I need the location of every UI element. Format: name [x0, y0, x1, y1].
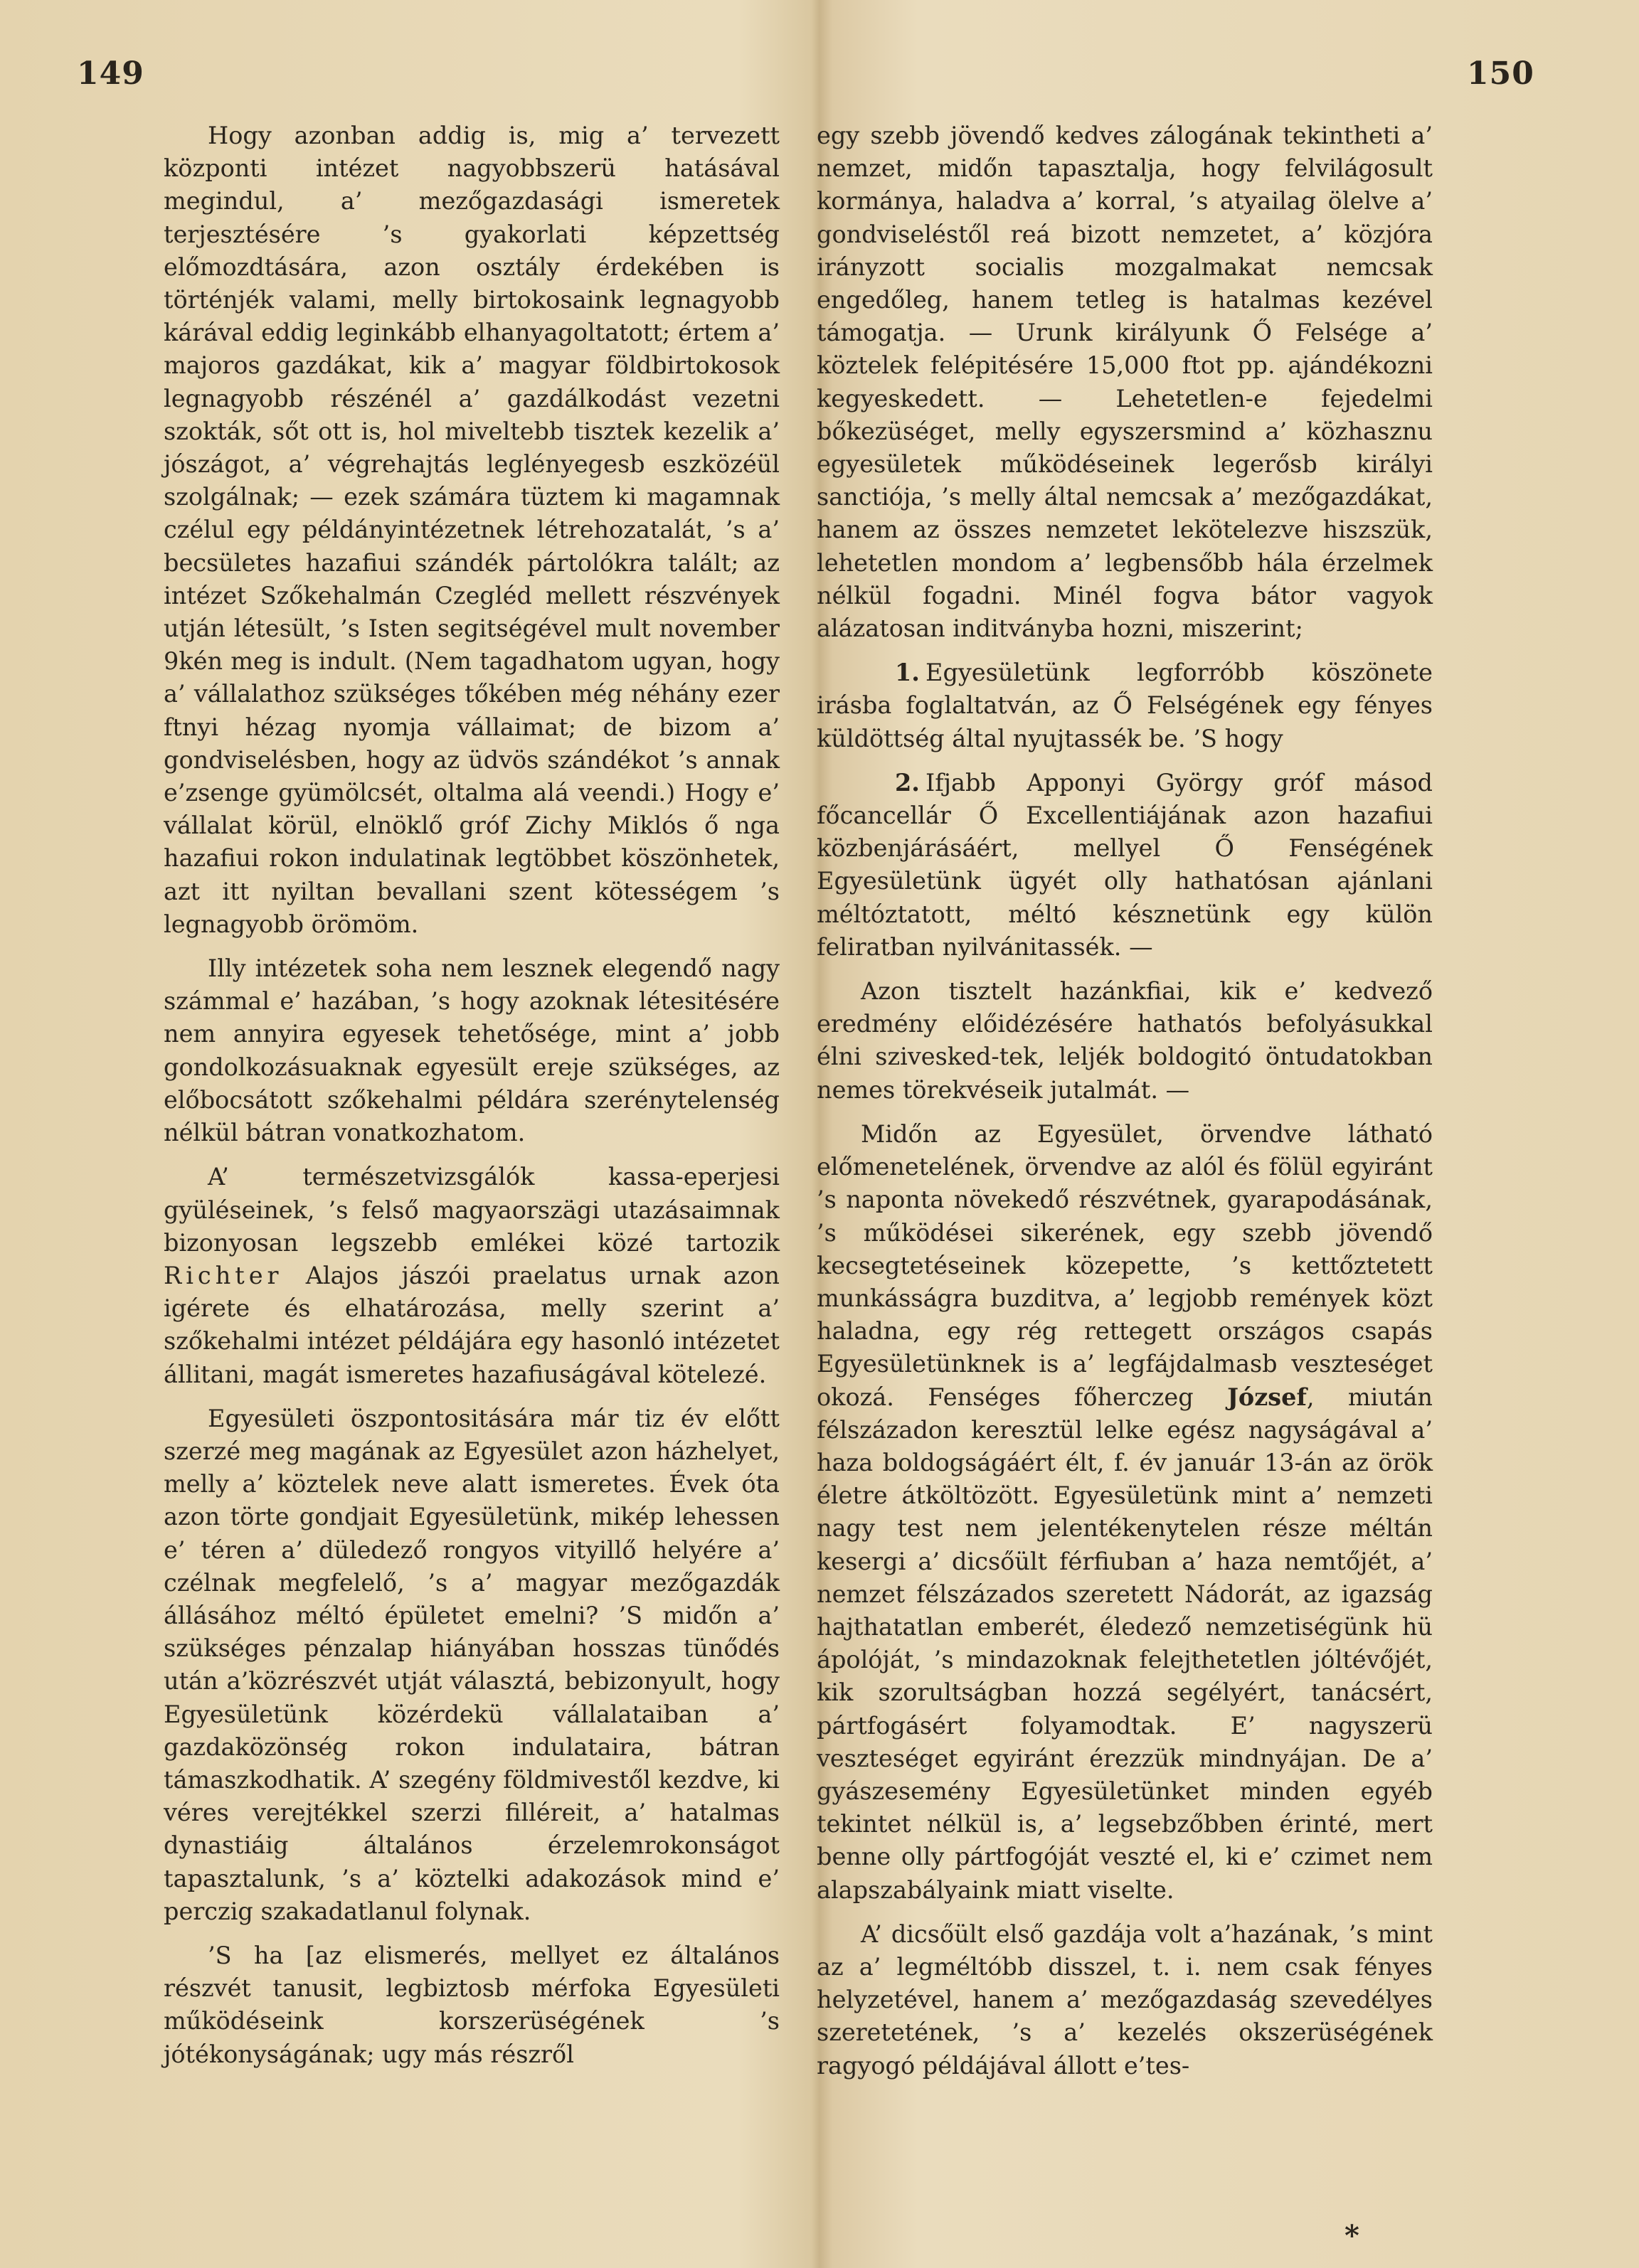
- paragraph: A’ dicsőült első gazdája volt a’hazának, ’s mint az a’ legméltóbb disszel, t. i. nem csak fényes helyzetével, hanem a’ mezőgazdaság szevedélyes szeretetének, ’s a’ kezelés okszerüségének ragyogó példájával állott e’tes-: [817, 1920, 1433, 2080]
- bold-name: József: [1227, 1383, 1307, 1411]
- paragraph-text: , miután félszázadon keresztül lelke egész nagyságával a’ haza boldogságáért élt, f. év január 13-án az örök életre átköltözött. Egyesületünk mint a’ nemzeti nagy test nem jelentékenytelen része méltán kesergi a’ dicsőült férfiuban a’ haza nemtőjét, a’ nemzet félszázados szeretett Nádorát, az igazság hajthatatlan emberét, éledező nemzetiségünk hü ápolóját, ’s mindazoknak felejthetetlen jóltévőjét, kik szorultságban hozzá segélyért, tanácsért, pártfogásért folyamodtak. E’ nagyszerü veszteséget egyiránt érezzük mindnyájan. De a’ gyászesemény Egyesületünket minden egyéb tekintet nélkül is, a’ legsebzőbben érinté, mert benne olly pártfogóját veszté el, ki e’ czimet nem alapszabályaink miatt viselte.: [817, 1383, 1433, 1904]
- item-number: 2.: [895, 768, 920, 797]
- item-text: Ifjabb Apponyi György gróf másod főcancellár Ő Excellentiájának azon hazafiui közbenjárásáért, mellyel Ő Fenségének Egyesületünk ügyét olly hathatósan ajánlani méltóztatott, méltó késznetünk egy külön feliratban nyilvánitassék. —: [817, 768, 1433, 961]
- paragraph: Hogy azonban addig is, mig a’ tervezett központi intézet nagyobbszerü hatásával megindul, a’ mezőgazdasági ismeretek terjesztésére ’s gyakorlati képzettség előmozdtására, azon osztály érdekében is történjék valami, melly birtokosaink legnagyobb kárával eddig leginkább elhanyagoltatott; értem a’ majoros gazdákat, kik a’ magyar földbirtokosok legnagyobb részénél a’ gazdálkodást vezetni szokták, sőt ott is, hol miveltebb tisztek kezelik a’ jószágot, a’ végrehajtás leglényegesb eszközéül szolgálnak; — ezek számára tüztem ki magamnak czélul egy példányintézetnek létrehozatalát, ’s a’ becsületes hazafiui szándék pártolókra talált; az intézet Szőkehalmán Czegléd mellett részvények utján létesült, ’s Isten segitségével mult november 9kén meg is indult. (Nem tagadhatom ugyan, hogy a’ vállalathoz szükséges tőkében még néhány ezer ftnyi hézag nyomja vállaimat; de bizom a’ gondviselésben, hogy az üdvös szándékot ’s annak e’zsenge gyümölcsét, oltalma alá veendi.) Hogy e’ vállalat körül, elnöklő gróf Zichy Miklós ő nga hazafiui rokon indulatinak legtöbbet köszönhetek, azt itt nyiltan bevallani szent kötességem ’s legnagyobb örömöm.: [164, 122, 780, 938]
- spaced-name: Richter: [164, 1261, 283, 1289]
- paragraph-text: A’ természetvizsgálók kassa-eperjesi gyüléseinek, ’s felső magyaorszägi utazásaimnak bizonyosan legszebb emlékei közé tartozik: [164, 1163, 780, 1257]
- right-page-text: [817, 119, 1433, 2094]
- list-item: [817, 656, 1433, 755]
- item-text: Egyesületünk legforróbb köszönete irásba foglaltatván, az Ő Felségének egy fényes küldöttség által nyujtassék be. ’S hogy: [817, 659, 1433, 752]
- paragraph: Azon tisztelt hazánkfiai, kik e’ kedvező eredmény előidézésére hathatós befolyásukkal élni szivesked-tek, leljék boldogitó öntudatokban nemes törekvéseik jutalmát. —: [817, 977, 1433, 1104]
- left-page-text: [164, 119, 780, 2082]
- left-page-number: 149: [77, 55, 144, 92]
- item-number: 1.: [895, 659, 920, 687]
- right-page-number: 150: [1467, 55, 1534, 92]
- list-item: [817, 767, 1433, 964]
- paragraph-text: Alajos jászói praelatus urnak azon igérete és elhatározása, melly szerint a’ szőkehalmi intézet példájára egy hasonló intézetet állitani, magát ismeretes hazafiuságával kötelezé.: [164, 1261, 780, 1388]
- paragraph: [817, 1118, 1433, 1907]
- paragraph: Egyesületi öszpontositására már tiz év előtt szerzé meg magának az Egyesület azon házhelyet, melly a’ köztelek neve alatt ismeretes. Évek óta azon törte gondjait Egyesületünk, mikép lehessen e’ téren a’ düledező rongyos vityillő helyére a’ czélnak megfelelő, ’s a’ magyar mezőgazdák állásához méltó épületet emelni? ’S midőn a’ szükséges pénzalap hiányában hosszas tünődés után a’közrészvét utját választá, bebizonyult, hogy Egyesületünk közérdekü vállalataiban a’ gazdaközönség rokon indulataira, bátran támaszkodhatik. A’ szegény földmivestől kezdve, ki véres verejtékkel szerzi filléreit, a’ hatalmas dynastiáig általános érzelemrokonságot tapasztalunk, ’s a’ köztelki adakozások mind e’ perczig szakadatlanul folynak.: [164, 1404, 780, 1925]
- paragraph: egy szebb jövendő kedves zálogának tekintheti a’ nemzet, midőn tapasztalja, hogy felvilágosult kormánya, haladva a’ korral, ’s atyailag ölelve a’ gondviseléstől reá bizott nemzetet, a’ közjóra irányzott socialis mozgalmakat nemcsak engedőleg, hanem tetleg is hatalmas kezével támogatja. — Urunk királyunk Ő Felsége a’ köztelek felépitésére 15,000 ftot pp. ajándékozni kegyeskedett. — Lehetetlen-e fejedelmi bőkezüséget, melly egyszersmind a’ közhasznu egyesületek működéseinek legerősb királyi sanctiója, ’s melly által nemcsak a’ mezőgazdákat, hanem az összes nemzetet lekötelezve hiszszük, lehetetlen mondom a’ legbensőbb hála érzelmek nélkül fogadni. Minél fogva bátor vagyok alázatosan inditványba hozni, miszerint;: [817, 122, 1433, 643]
- paragraph-text: Midőn az Egyesület, örvendve látható előmenetelének, örvendve az alól és fölül egyiránt ’s naponta növekedő részvétnek, gyarapodásának, ’s működései sikerének, egy szebb jövendő kecsegtetéseinek közepette, ’s kettőztetett munkásságra buzditva, a’ legjobb remények közt haladna, egy rég rettegett országos csapás Egyesületünknek is a’ legfájdalmasb veszteséget okozá. Fenséges főherczeg: [817, 1119, 1433, 1411]
- paragraph: Illy intézetek soha nem lesznek elegendő nagy számmal e’ hazában, ’s hogy azoknak létesitésére nem annyira egyesek tehetősége, mint a’ jobb gondolkozásuaknak egyesült ereje szükséges, az előbocsátott szőkehalmi példára szerénytelenség nélkül bátran vonatkozhatom.: [164, 954, 780, 1147]
- paragraph: ’S ha [az elismerés, mellyet ez általános részvét tanusit, legbiztosb mérfoka Egyesületi működéseink korszerüségének ’s jótékonyságának; ugy más részről: [164, 1941, 780, 2068]
- signature-mark: *: [1344, 2219, 1359, 2252]
- paragraph: [164, 1161, 780, 1390]
